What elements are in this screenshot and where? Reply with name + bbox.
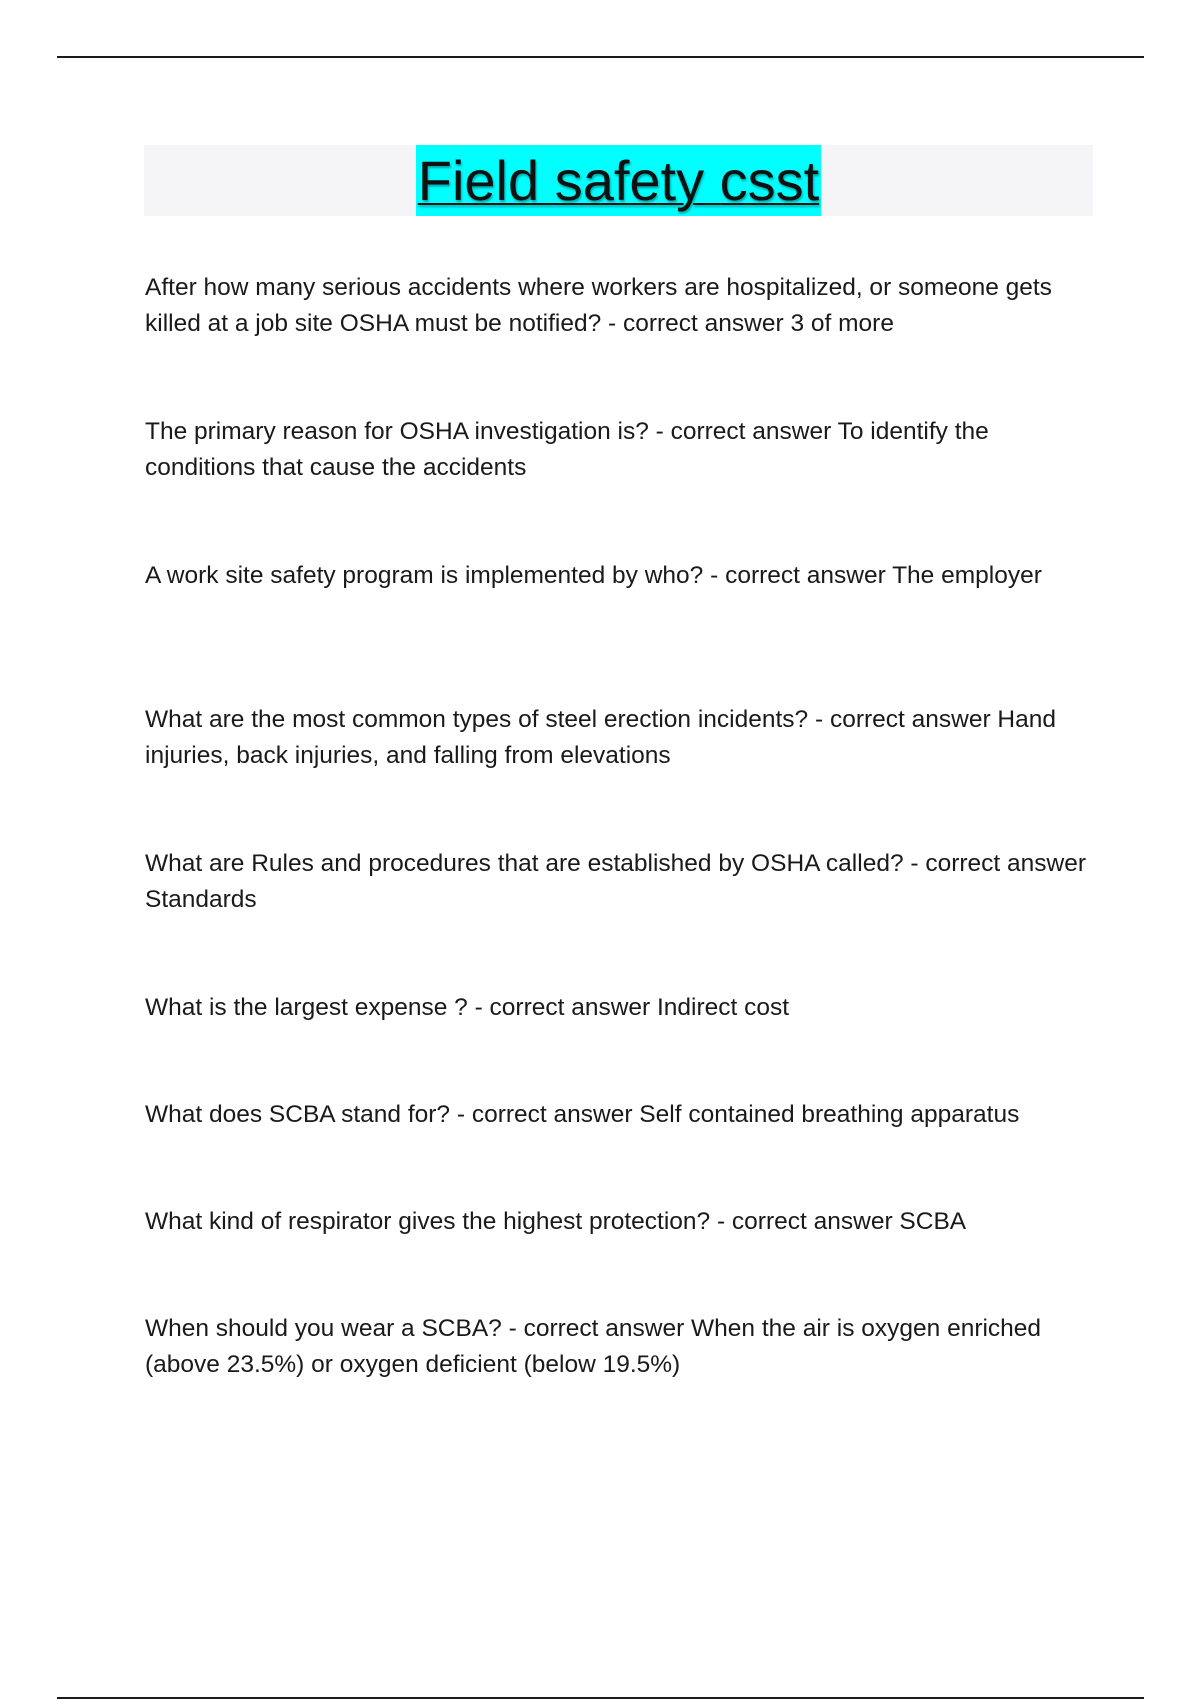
qa-item: What does SCBA stand for? - correct answer Self contained breathing apparatus <box>145 1101 1020 1128</box>
qa-item: What kind of respirator gives the highest protection? - correct answer SCBA <box>145 1208 967 1235</box>
document-title: Field safety csst <box>416 145 821 216</box>
qa-item: What are Rules and procedures that are established by OSHA called? - correct answer Standards <box>145 850 1087 913</box>
qa-item: What is the largest expense ? - correct answer Indirect cost <box>145 994 790 1021</box>
title-band <box>144 145 1093 216</box>
top-rule <box>57 56 1144 58</box>
bottom-rule <box>57 1697 1144 1699</box>
qa-item: What are the most common types of steel erection incidents? - correct answer Hand injuries, back injuries, and falling from elevations <box>145 706 1056 769</box>
qa-item: A work site safety program is implemented by who? - correct answer The employer <box>145 562 1042 589</box>
qa-item: The primary reason for OSHA investigation is? - correct answer To identify the conditions that cause the accidents <box>145 418 989 481</box>
qa-item: When should you wear a SCBA? - correct answer When the air is oxygen enriched (above 23.5%) or oxygen deficient (below 19.5%) <box>145 1315 1042 1378</box>
qa-item: After how many serious accidents where workers are hospitalized, or someone gets killed at a job site OSHA must be notified? - correct answer 3 of more <box>145 274 1052 337</box>
